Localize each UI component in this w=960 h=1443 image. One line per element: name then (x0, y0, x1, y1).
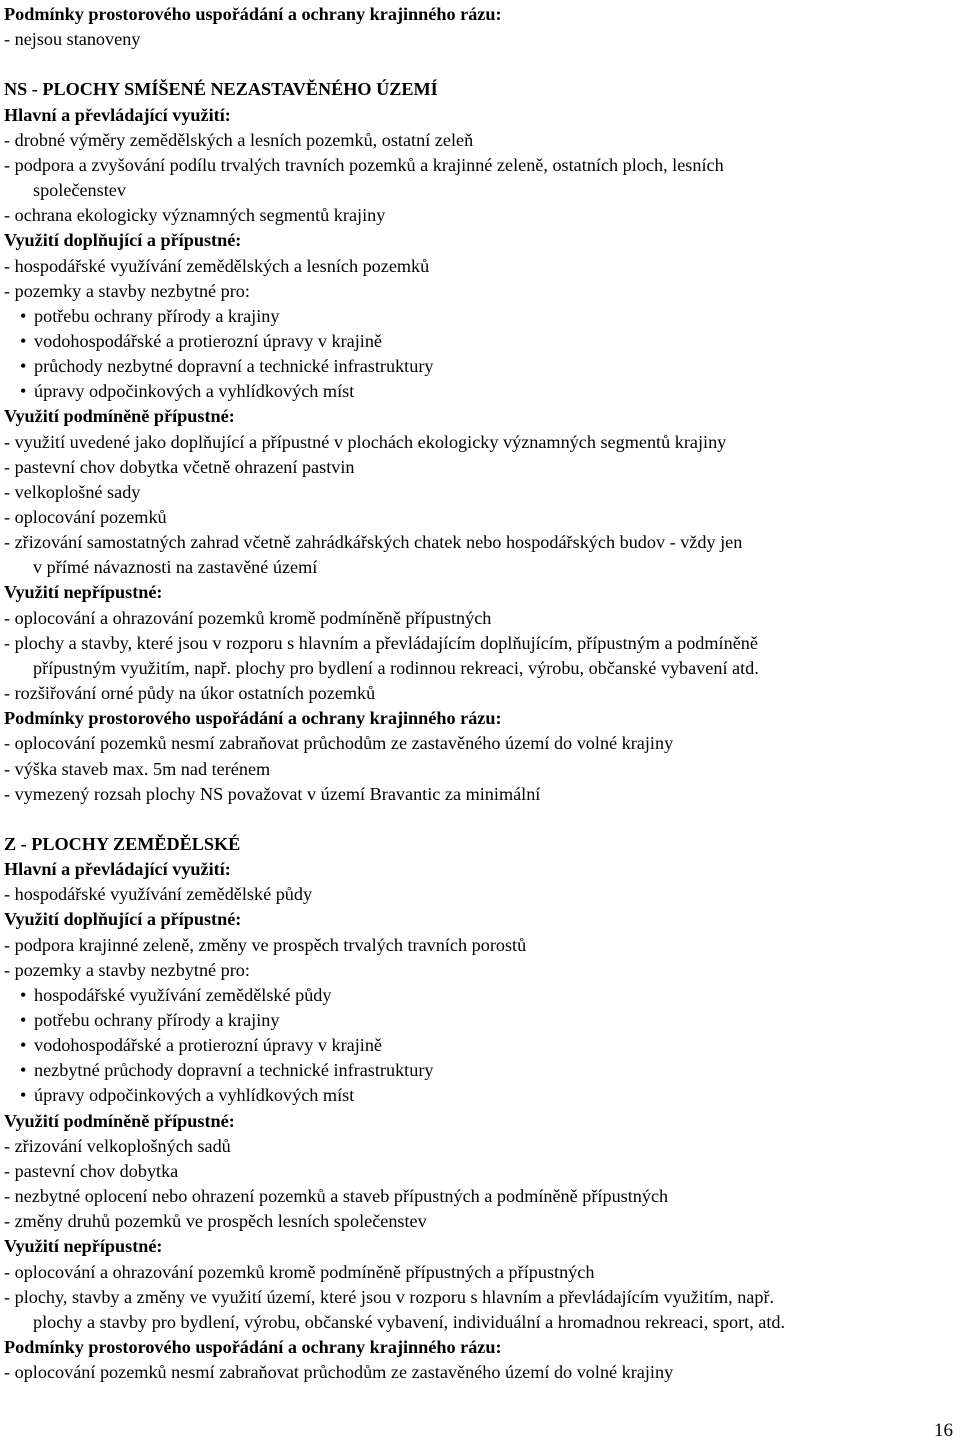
section-heading (4, 1335, 502, 1360)
section-heading (4, 1109, 235, 1134)
dash-list-item (4, 1159, 178, 1184)
dash-list-item-text: - drobné výměry zemědělských a lesních pozemků, ostatní zeleň (4, 129, 474, 150)
dash-list-item (4, 631, 758, 656)
dash-list-item-text: - výška staveb max. 5m nad terénem (4, 758, 271, 779)
dash-list-item-text: - plochy a stavby, které jsou v rozporu s hlavním a převládajícím doplňujícím, přípustným a podmíněně (4, 632, 758, 653)
dash-list-item (4, 128, 473, 153)
list-item-continuation (4, 555, 317, 580)
bullet-list-item-text: úpravy odpočinkových a vyhlídkových míst (34, 1085, 355, 1106)
bullet-list-item (4, 1008, 279, 1033)
dash-list-item-text: - hospodářské využívání zemědělských a lesních pozemků (4, 255, 430, 276)
dash-list-item (4, 203, 385, 228)
dash-list-item-text: - oplocování a ohrazování pozemků kromě podmíněně přípustných a přípustných (4, 1261, 595, 1282)
bullet-list-item-text: úpravy odpočinkových a vyhlídkových míst (34, 381, 355, 402)
dash-list-item-text: - pastevní chov dobytka včetně ohrazení pastvin (4, 456, 355, 477)
dash-list-item-text: - podpora a zvyšování podílu trvalých travních pozemků a krajinné zeleně, ostatních ploch, lesních (4, 154, 724, 175)
bullet-list-item (4, 983, 331, 1008)
list-item-continuation-text: přípustným využitím, např. plochy pro bydlení a rodinnou rekreaci, výrobu, občanské vybavení atd. (33, 657, 759, 678)
bullet-list-item (4, 379, 354, 404)
dash-list-item-text: - pozemky a stavby nezbytné pro: (4, 280, 250, 301)
bullet-list-item-text: vodohospodářské a protierozní úpravy v krajině (34, 1035, 382, 1056)
dash-list-item (4, 480, 140, 505)
dash-list-item (4, 530, 742, 555)
section-heading-text: Využití podmíněně přípustné: (4, 1110, 235, 1131)
dash-list-item-text: - velkoplošné sady (4, 481, 141, 502)
bullet-list-item (4, 1058, 433, 1083)
section-heading (4, 832, 240, 857)
section-heading-text: Podmínky prostorového uspořádání a ochrany krajinného rázu: (4, 4, 502, 24)
bullet-list-item-text: potřebu ochrany přírody a krajiny (34, 305, 280, 326)
dash-list-item-text: - pastevní chov dobytka (4, 1160, 179, 1181)
dash-list-item (4, 27, 140, 52)
dash-list-item (4, 782, 540, 807)
page-number: 16 (934, 1420, 953, 1441)
dash-list-item (4, 153, 724, 178)
dash-list-item-text: - plochy, stavby a změny ve využití území, které jsou v rozporu s hlavním a převládajícím využitím, např. (4, 1286, 775, 1307)
section-heading (4, 103, 231, 128)
dash-list-item (4, 681, 375, 706)
bullet-list-item-text: průchody nezbytné dopravní a technické infrastruktury (34, 356, 434, 377)
dash-list-item (4, 1260, 594, 1285)
dash-list-item-text: - využití uvedené jako doplňující a přípustné v plochách ekologicky významných segmentů krajiny (4, 431, 727, 452)
dash-list-item (4, 455, 355, 480)
bullet-list-item (4, 354, 433, 379)
bullet-list-item (4, 1083, 354, 1108)
section-heading-text: Podmínky prostorového uspořádání a ochrany krajinného rázu: (4, 708, 502, 729)
list-item-continuation-text: v přímé návaznosti na zastavěné území (33, 557, 318, 578)
section-heading (4, 580, 163, 605)
section-heading-text: Hlavní a převládající využití: (4, 104, 231, 125)
bullet-list-item-text: vodohospodářské a protierozní úpravy v krajině (34, 330, 382, 351)
list-item-continuation-text: plochy a stavby pro bydlení, výrobu, občanské vybavení, individuální a hromadnou rekreaci, sport, atd. (33, 1311, 786, 1332)
dash-list-item-text: - nezbytné oplocení nebo ohrazení pozemků a staveb přípustných a podmíněně přípustných (4, 1186, 669, 1206)
dash-list-item-text: - oplocování pozemků (4, 507, 167, 527)
bullet-list-item (4, 329, 382, 354)
dash-list-item-text: - změny druhů pozemků ve prospěch lesních společenstev (4, 1211, 427, 1232)
section-heading-text: Využití podmíněně přípustné: (4, 406, 235, 427)
bullet-list-item (4, 304, 279, 329)
bullet-list-item-text: potřebu ochrany přírody a krajiny (34, 1010, 280, 1030)
section-heading (4, 404, 235, 429)
section-heading-text: Hlavní a převládající využití: (4, 859, 231, 880)
list-item-continuation (4, 1310, 785, 1335)
bullet-list-item-text: nezbytné průchody dopravní a technické infrastruktury (34, 1060, 434, 1081)
dash-list-item (4, 279, 250, 304)
bullet-list-item (4, 1033, 382, 1058)
dash-list-item (4, 731, 673, 756)
dash-list-item (4, 430, 726, 455)
dash-list-item (4, 505, 167, 530)
dash-list-item (4, 1285, 774, 1310)
list-item-continuation-text: společenstev (33, 180, 126, 201)
dash-list-item-text: - rozšiřování orné půdy na úkor ostatních pozemků (4, 683, 376, 703)
dash-list-item (4, 1184, 668, 1209)
dash-list-item (4, 882, 312, 907)
section-heading (4, 857, 231, 882)
dash-list-item (4, 1134, 231, 1159)
dash-list-item-text: - zřizování samostatných zahrad včetně zahrádkářských chatek nebo hospodářských budov - vždy jen (4, 532, 743, 553)
dash-list-item-text: - oplocování a ohrazování pozemků kromě podmíněně přípustných (4, 607, 492, 628)
section-heading-text: Využití doplňující a přípustné: (4, 230, 242, 251)
dash-list-item (4, 254, 429, 279)
dash-list-item (4, 757, 270, 782)
section-heading-text: Využití doplňující a přípustné: (4, 909, 242, 930)
dash-list-item-text: - oplocování pozemků nesmí zabraňovat průchodům ze zastavěného území do volné krajiny (4, 1362, 674, 1383)
dash-list-item-text: - zřizování velkoplošných sadů (4, 1135, 231, 1156)
section-heading (4, 706, 502, 731)
dash-list-item-text: - nejsou stanoveny (4, 29, 141, 50)
section-heading-text: Využití nepřípustné: (4, 582, 163, 603)
dash-list-item-text: - podpora krajinné zeleně, změny ve prospěch trvalých travních porostů (4, 934, 527, 955)
list-item-continuation (4, 178, 126, 203)
dash-list-item (4, 1360, 673, 1385)
dash-list-item (4, 933, 526, 958)
dash-list-item (4, 606, 491, 631)
section-heading-text: Z - PLOCHY ZEMĚDĚLSKÉ (4, 833, 241, 854)
dash-list-item-text: - vymezený rozsah plochy NS považovat v území Bravantic za minimální (4, 783, 541, 804)
section-heading (4, 2, 502, 27)
list-item-continuation (4, 656, 759, 681)
dash-list-item (4, 1209, 427, 1234)
bullet-list-item-text: hospodářské využívání zemědělské půdy (34, 984, 332, 1005)
dash-list-item (4, 958, 250, 983)
section-heading (4, 228, 241, 253)
section-heading (4, 77, 438, 102)
dash-list-item-text: - hospodářské využívání zemědělské půdy (4, 884, 313, 905)
dash-list-item-text: - oplocování pozemků nesmí zabraňovat průchodům ze zastavěného území do volné krajiny (4, 733, 674, 754)
dash-list-item-text: - ochrana ekologicky významných segmentů krajiny (4, 205, 386, 226)
section-heading-text: Podmínky prostorového uspořádání a ochrany krajinného rázu: (4, 1337, 502, 1357)
section-heading (4, 907, 241, 932)
section-heading (4, 1234, 163, 1259)
section-heading-text: NS - PLOCHY SMÍŠENÉ NEZASTAVĚNÉHO ÚZEMÍ (4, 79, 438, 100)
section-heading-text: Využití nepřípustné: (4, 1236, 163, 1257)
dash-list-item-text: - pozemky a stavby nezbytné pro: (4, 959, 250, 980)
